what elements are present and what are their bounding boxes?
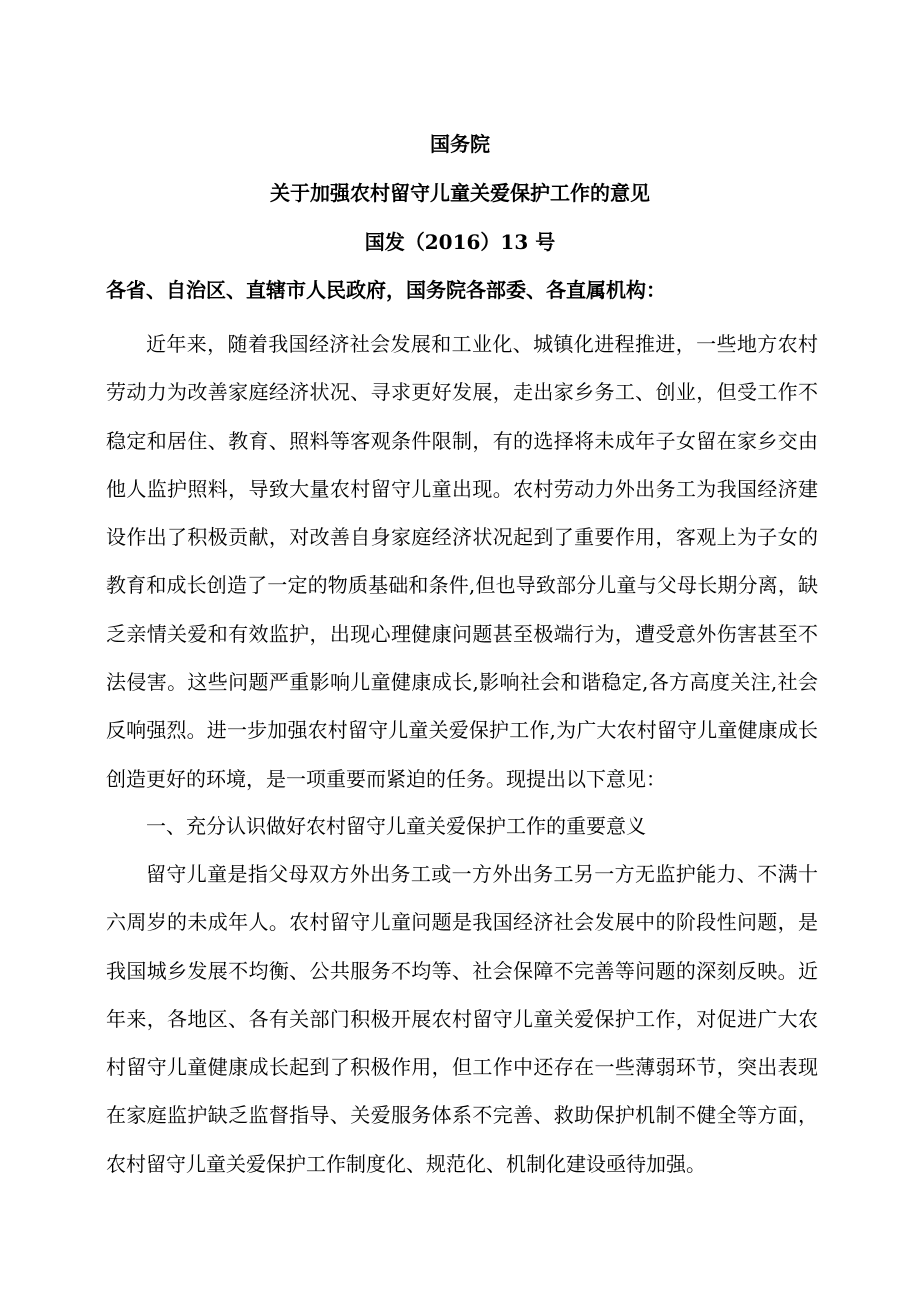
section-heading-1: 一、充分认识做好农村留守儿童关爱保护工作的重要意义 — [146, 814, 646, 838]
issuer-title: 国务院 — [430, 132, 490, 156]
paragraph-definition: 留守儿童是指父母双方外出务工或一方外出务工另一方无监护能力、不满十六周岁的未成年人。农村留守儿童问题是我国经济社会发展中的阶段性问题，是我国城乡发展不均衡、公共服务不均等、社会保障不完善等问题的深刻反映。近年来，各地区、各有关部门积极开展农村留守儿童关爱保护工作，对促进广大农村留守儿童健康成长起到了积极作用，但工作中还存在一些薄弱环节，突出表现在家庭监护缺乏监督指导、关爱服务体系不完善、救助保护机制不健全等方面，农村留守儿童关爱保护工作制度化、规范化、机制化建设亟待加强。 — [106, 862, 818, 1176]
document-number: 国发（2016）13 号 — [364, 230, 556, 254]
salutation: 各省、自治区、直辖市人民政府，国务院各部委、各直属机构： — [106, 278, 666, 302]
document-title: 关于加强农村留守儿童关爱保护工作的意见 — [270, 181, 650, 205]
paragraph-intro: 近年来，随着我国经济社会发展和工业化、城镇化进程推进，一些地方农村劳动力为改善家庭经济状况、寻求更好发展，走出家乡务工、创业，但受工作不稳定和居住、教育、照料等客观条件限制，有的选择将未成年子女留在家乡交由他人监护照料，导致大量农村留守儿童出现。农村劳动力外出务工为我国经济建设作出了积极贡献，对改善自身家庭经济状况起到了重要作用，客观上为子女的教育和成长创造了一定的物质基础和条件,但也导致部分儿童与父母长期分离，缺乏亲情关爱和有效监护，出现心理健康问题甚至极端行为，遭受意外伤害甚至不法侵害。这些问题严重影响儿童健康成长,影响社会和谐稳定,各方高度关注,社会反响强烈。进一步加强农村留守儿童关爱保护工作,为广大农村留守儿童健康成长创造更好的环境，是一项重要而紧迫的任务。现提出以下意见： — [106, 332, 818, 791]
